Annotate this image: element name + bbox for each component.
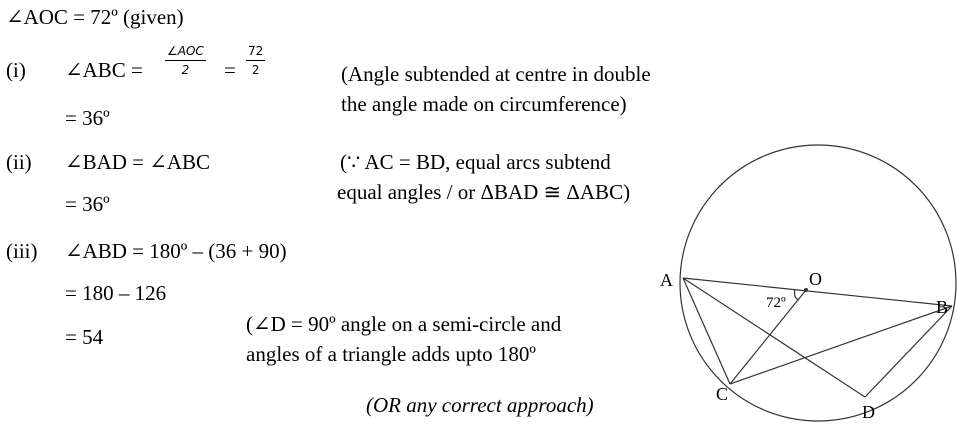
fraction-denominator: 2	[181, 63, 190, 77]
label-D: D	[862, 402, 875, 422]
part-i-label: (i)	[6, 58, 26, 82]
part-iii-reason-line-2: angles of a triangle adds upto 180º	[246, 342, 536, 366]
part-i-equals: =	[224, 58, 236, 82]
part-i-lhs: ∠ABC =	[65, 58, 143, 82]
chord-DB	[865, 306, 952, 397]
label-C: C	[716, 384, 729, 404]
given-line: ∠AOC = 72º (given)	[6, 5, 184, 29]
part-i-result: = 36º	[65, 106, 110, 130]
part-ii-reason-line-1: (∵ AC = BD, equal arcs subtend	[340, 150, 611, 174]
part-ii-label: (ii)	[6, 150, 32, 174]
label-B: B	[936, 297, 949, 317]
fraction-numerator: 72	[246, 44, 265, 61]
fraction-numerator: ∠AOC	[165, 44, 206, 61]
part-ii-reason-line-2: equal angles / or ΔBAD ≅ ΔABC)	[337, 180, 631, 204]
chord-CB	[730, 306, 952, 384]
centre-point	[804, 288, 808, 292]
label-A: A	[660, 270, 673, 290]
label-O: O	[809, 269, 822, 289]
part-iii-label: (iii)	[6, 239, 38, 263]
part-i-reason-line-1: (Angle subtended at centre in double	[341, 62, 651, 86]
alternative-approach-note: (OR any correct approach)	[366, 393, 594, 417]
part-iii-step: = 180 – 126	[65, 281, 167, 305]
part-iii-result: = 54	[65, 325, 104, 349]
part-ii-result: = 36º	[65, 192, 110, 216]
part-iii-reason-line-1: (∠D = 90º angle on a semi-circle and	[246, 312, 562, 336]
angle-label: 72º	[766, 295, 786, 311]
part-iii-lhs: ∠ABD = 180º – (36 + 90)	[65, 239, 287, 263]
angle-arc-AOC	[795, 289, 800, 300]
part-i-reason-line-2: the angle made on circumference)	[341, 92, 627, 116]
fraction-denominator: 2	[251, 63, 260, 77]
part-ii-lhs: ∠BAD = ∠ABC	[65, 150, 211, 174]
